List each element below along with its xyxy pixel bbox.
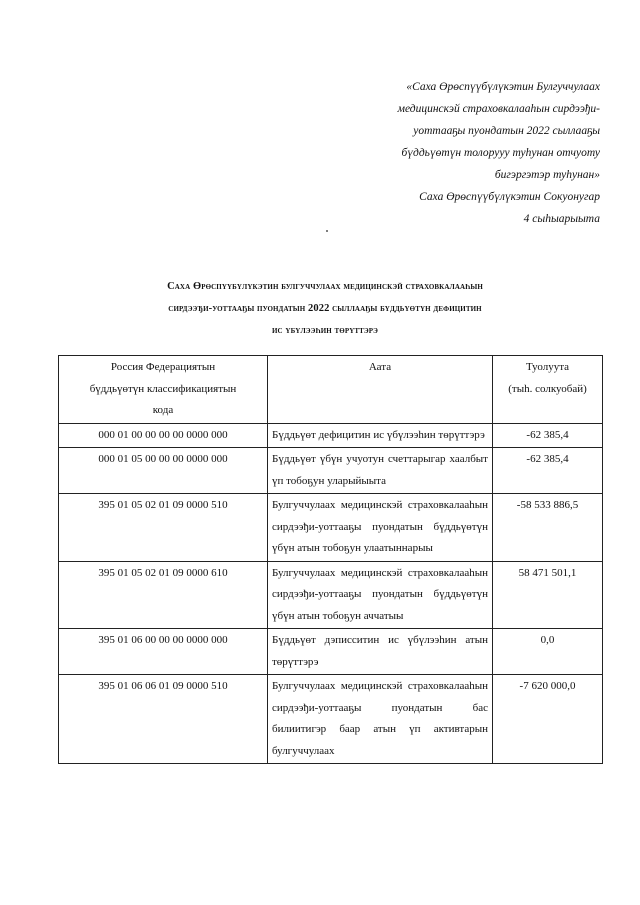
- row-name: Бүддьүөт үбүн учуотун счеттарыгар хаалбыт үп тобоҕун уларыйыыта: [268, 448, 493, 494]
- annex-line: бигэргэтэр туһунан»: [494, 169, 600, 181]
- row-name: Бүддьүөт дэписситин ис үбүлээһин атын төрүттэрэ: [268, 629, 493, 675]
- row-code: 395 01 05 02 01 09 0000 610: [59, 561, 268, 629]
- annex-number: 4 сыһыарыыта: [523, 213, 600, 225]
- header-classification-code: Россия Федерациятын бүддьүөтүн классификациятын кода: [59, 356, 268, 424]
- row-name: Булгуччулаах медицинскэй страховкалааһын сирдээђи-уоттааҕы пуондатын бүддьүөтүн үбүн атын тобоҕун аччатыы: [268, 561, 493, 629]
- annex-line: бүддьүөтүн толорууу туһунан отчуоту: [401, 147, 600, 159]
- scan-speck: [326, 230, 328, 232]
- row-amount: 58 471 501,1: [493, 561, 603, 629]
- row-name: Бүддьүөт дефицитин ис үбүлээһин төрүттэрэ: [268, 423, 493, 448]
- annex-line: Саха Өрөспүүбүлүкэтин Сокуонугар: [419, 191, 600, 203]
- header-amount: Туолуута (тыһ. солкуобай): [493, 356, 603, 424]
- row-code: 395 01 05 02 01 09 0000 510: [59, 494, 268, 562]
- row-code: 000 01 00 00 00 00 0000 000: [59, 423, 268, 448]
- law-annex-reference: [320, 76, 600, 230]
- table-row: [59, 423, 603, 448]
- title-line: ис үбүлээһин төрүттэрэ: [272, 325, 378, 336]
- title-line: Саха Өрөспүүбүлүкэтин булгуччулаах медицинскэй страховкалааһын: [167, 281, 483, 292]
- row-name: Булгуччулаах медицинскэй страховкалааһын сирдээђи-уоттааҕы пуондатын бүддьүөтүн үбүн атын тобоҕун улаатыннарыы: [268, 494, 493, 562]
- table-row: [59, 629, 603, 675]
- table-row: [59, 448, 603, 494]
- table-header-row: [59, 356, 603, 424]
- row-code: 395 01 06 06 01 09 0000 510: [59, 675, 268, 764]
- annex-line: «Саха Өрөспүүбүлүкэтин Булгуччулаах: [406, 81, 600, 93]
- row-amount: -7 620 000,0: [493, 675, 603, 764]
- title-line: сирдээђи-уоттааҕы пуондатын 2022 сыллааҕы бүддьүөтүн дефицитин: [168, 303, 482, 314]
- deficit-financing-table: [58, 355, 603, 764]
- row-name: Булгуччулаах медицинскэй страховкалааһын сирдээђи-уоттааҕы пуондатын бас билиитигэр баар атын үп активтарын булгуччулаах: [268, 675, 493, 764]
- annex-line: уоттааҕы пуондатын 2022 сыллааҕы: [413, 125, 600, 137]
- table-row: [59, 561, 603, 629]
- annex-line: медицинскэй страховкалааһын сирдээђи-: [397, 103, 600, 115]
- row-amount: -62 385,4: [493, 448, 603, 494]
- document-title: [90, 276, 560, 342]
- header-name: Аата: [268, 356, 493, 424]
- row-amount: 0,0: [493, 629, 603, 675]
- row-amount: -58 533 886,5: [493, 494, 603, 562]
- row-code: 395 01 06 00 00 00 0000 000: [59, 629, 268, 675]
- row-code: 000 01 05 00 00 00 0000 000: [59, 448, 268, 494]
- row-amount: -62 385,4: [493, 423, 603, 448]
- table-row: [59, 494, 603, 562]
- table-row: [59, 675, 603, 764]
